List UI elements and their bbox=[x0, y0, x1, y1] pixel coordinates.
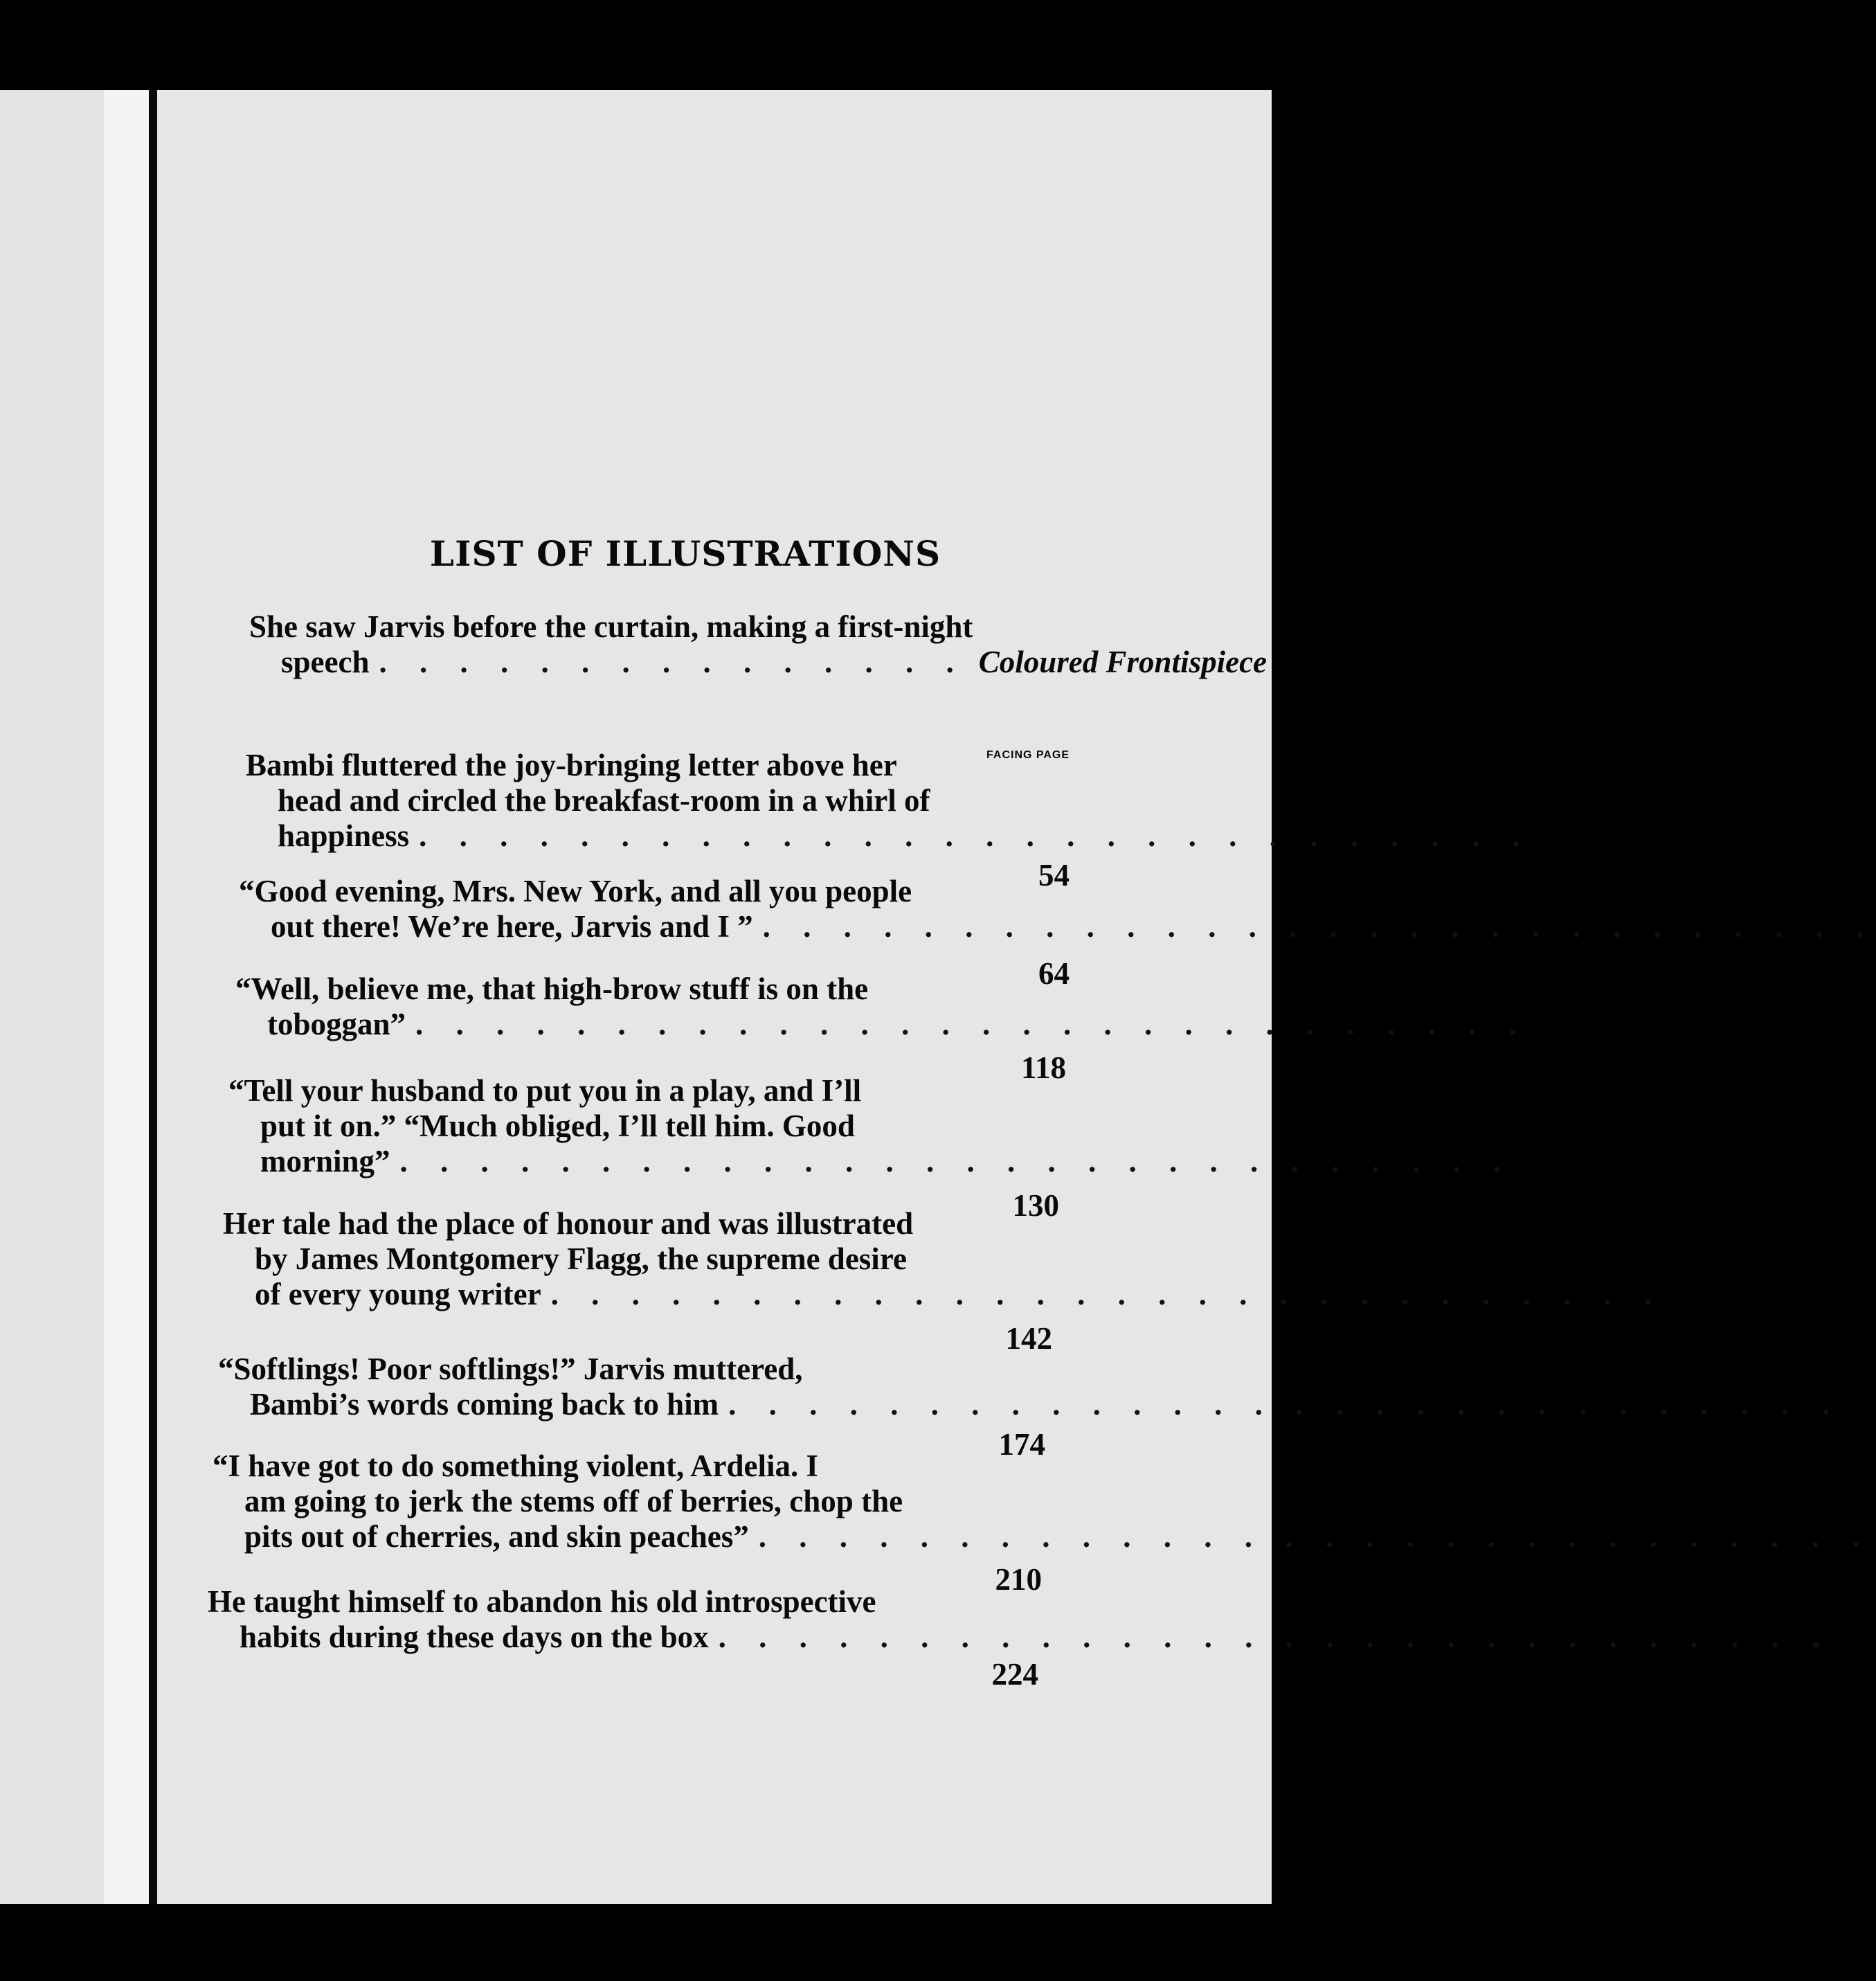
entry-text: speech bbox=[281, 645, 370, 679]
dot-leader: . . . . . . . . . . . . . . . . . . . . . . . . . . . . bbox=[718, 1620, 1832, 1654]
entry-last-line bbox=[246, 818, 1533, 854]
page-number: 142 bbox=[1005, 1321, 1052, 1356]
entry-text: habits during these days on the box bbox=[240, 1620, 709, 1654]
entry-last-line bbox=[235, 1007, 1529, 1042]
dot-leader: . . . . . . . . . . . . . . . . . . . . . . . . . . . . bbox=[762, 909, 1876, 944]
entry-text: toboggan” bbox=[267, 1007, 406, 1041]
entry-text: Bambi’s words coming back to him bbox=[250, 1387, 719, 1422]
illustration-entry bbox=[218, 1352, 1842, 1422]
entry-line: “Good evening, Mrs. New York, and all you people bbox=[239, 874, 912, 908]
page-title: LIST OF ILLUSTRATIONS bbox=[429, 533, 941, 574]
page-number: 118 bbox=[1020, 1050, 1066, 1085]
book-spine bbox=[104, 90, 149, 1904]
entry-last-line bbox=[223, 1277, 1665, 1312]
entry-last-line bbox=[218, 1387, 1842, 1422]
entry-last-line bbox=[228, 1144, 1514, 1179]
entry-line: She saw Jarvis before the curtain, making a first-night bbox=[249, 609, 973, 644]
entry-text: of every young writer bbox=[255, 1277, 541, 1311]
entry-line: “Well, believe me, that high-brow stuff is on the bbox=[235, 971, 869, 1006]
entry-line: He taught himself to abandon his old introspective bbox=[208, 1584, 876, 1619]
entry-line: am going to jerk the stems off of berries, chop the bbox=[244, 1484, 903, 1518]
entry-line: “I have got to do something violent, Ardelia. I bbox=[213, 1449, 819, 1483]
dot-leader: . . . . . . . . . . . . . . . . . . . . . . . . . . . . bbox=[728, 1387, 1842, 1422]
entry-last-line bbox=[208, 1620, 1832, 1655]
dot-leader: . . . . . . . . . . . . . . . . . . . . . . . . . . . . bbox=[550, 1277, 1665, 1311]
illustration-entry bbox=[213, 1449, 1873, 1554]
dot-leader: . . . . . . . . . . . . . . . . . . . . . . . . . . . . bbox=[415, 1007, 1529, 1041]
entry-line: “Softlings! Poor softlings!” Jarvis muttered, bbox=[218, 1352, 803, 1386]
entry-line: Bambi fluttered the joy-bringing letter above her bbox=[246, 748, 897, 782]
entry-text: happiness bbox=[278, 818, 410, 853]
entry-line: “Tell your husband to put you in a play, and I’ll bbox=[228, 1073, 862, 1108]
entry-text: pits out of cherries, and skin peaches” bbox=[244, 1519, 749, 1554]
dot-leader: . . . . . . . . . . . . . . . . . . . . . . . . . . . . bbox=[399, 1144, 1514, 1178]
entry-text: morning” bbox=[260, 1144, 390, 1178]
page-number: 64 bbox=[1038, 956, 1070, 991]
entry-line: by James Montgomery Flagg, the supreme desire bbox=[255, 1242, 907, 1276]
page-number: 224 bbox=[991, 1657, 1038, 1692]
gutter-shadow bbox=[149, 90, 157, 1904]
dot-leader: . . . . . . . . . . . . . . . bbox=[379, 645, 966, 679]
page-number: 210 bbox=[995, 1562, 1042, 1597]
page-number: 130 bbox=[1012, 1188, 1059, 1223]
entry-last-line bbox=[213, 1519, 1873, 1554]
entry-line: Her tale had the place of honour and was illustrated bbox=[223, 1206, 914, 1241]
entry-line: put it on.” “Much obliged, I’ll tell him. Good bbox=[260, 1109, 855, 1143]
entry-line: head and circled the breakfast-room in a whirl of bbox=[278, 783, 930, 818]
frontispiece-entry bbox=[249, 609, 1268, 680]
frontispiece-label: Coloured Frontispiece bbox=[978, 645, 1268, 679]
illustration-entry bbox=[208, 1584, 1832, 1655]
page-number: 54 bbox=[1038, 858, 1070, 893]
previous-page-edge bbox=[0, 90, 104, 1904]
entry-text: out there! We’re here, Jarvis and I ” bbox=[271, 909, 753, 944]
entry-last-line bbox=[239, 909, 1876, 944]
page-number: 174 bbox=[998, 1427, 1045, 1462]
illustration-entry bbox=[223, 1206, 1665, 1312]
illustration-entry bbox=[228, 1073, 1514, 1179]
dot-leader: . . . . . . . . . . . . . . . . . . . . . . . . . . . . bbox=[419, 818, 1533, 853]
entry-last-line bbox=[249, 645, 1268, 680]
dot-leader: . . . . . . . . . . . . . . . . . . . . . . . . . . . . bbox=[758, 1519, 1873, 1554]
facing-page-label: FACING PAGE bbox=[986, 749, 1070, 761]
